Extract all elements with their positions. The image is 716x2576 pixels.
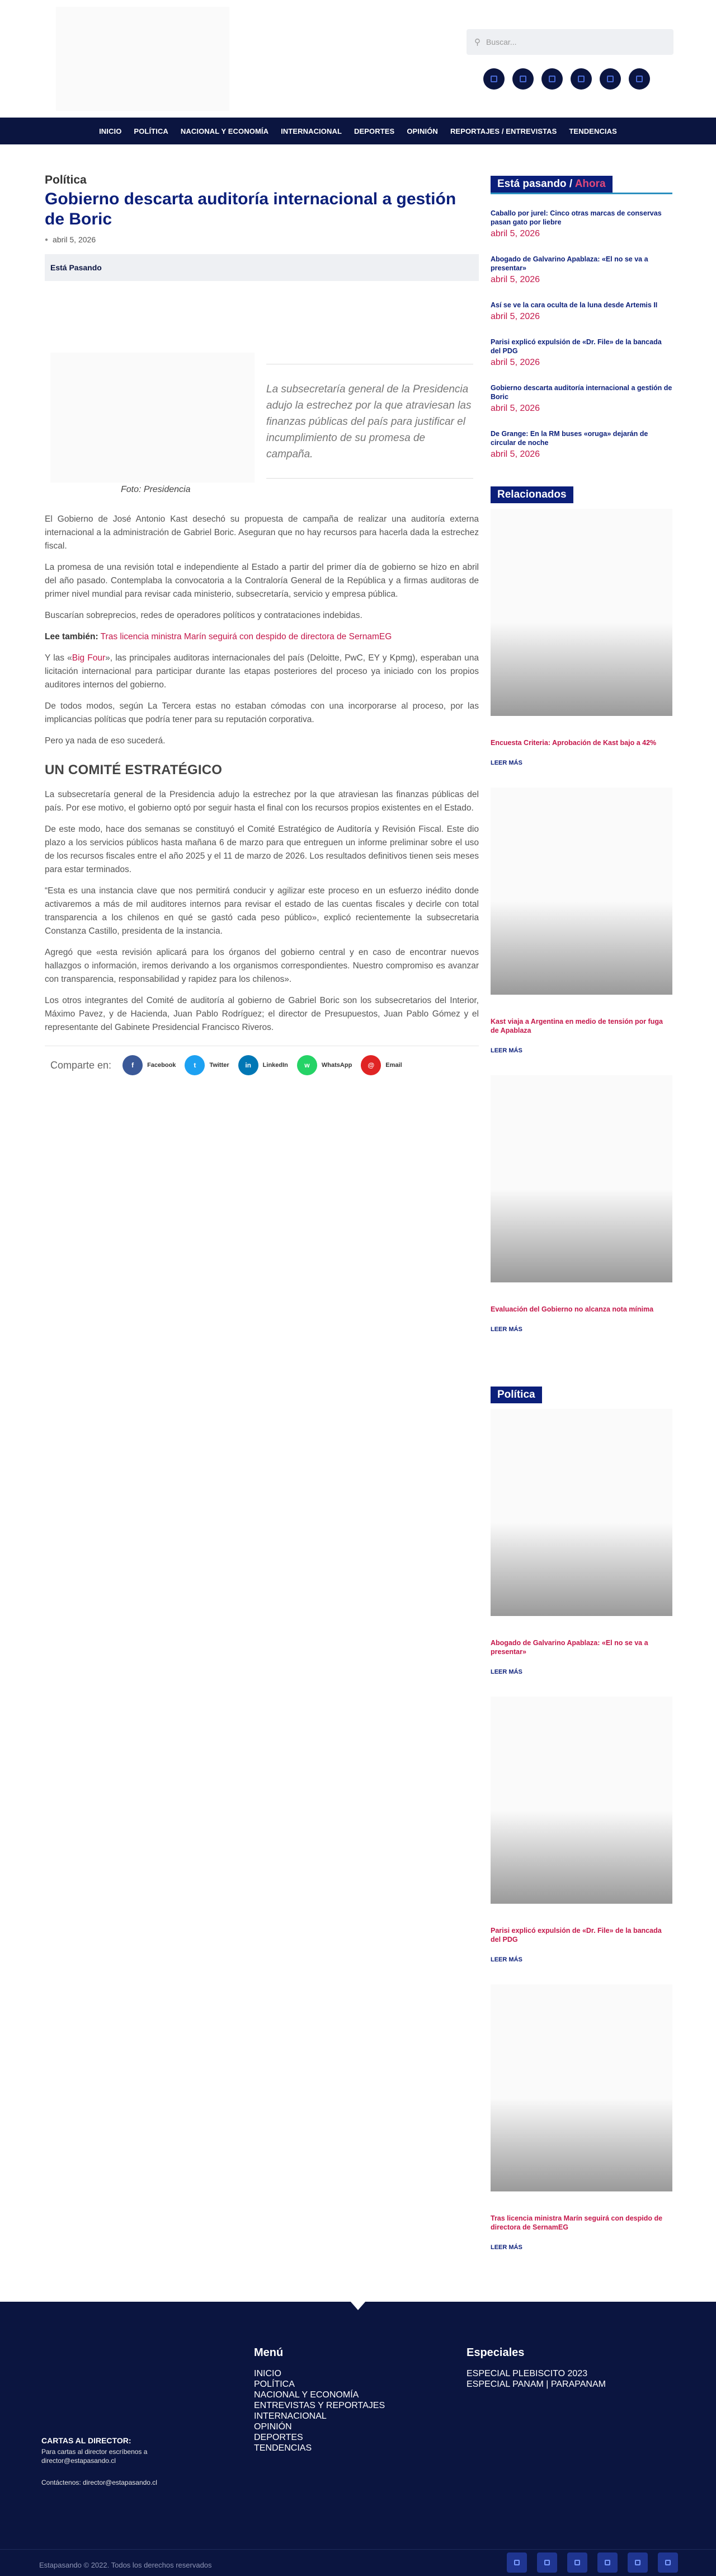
sidebar <box>491 144 672 2251</box>
card-image[interactable] <box>491 1697 672 1904</box>
footer-link-inicio[interactable]: INICIO <box>254 2369 281 2378</box>
search-icon: ⚲ <box>474 38 481 47</box>
list-item[interactable] <box>491 209 672 239</box>
list-item[interactable] <box>491 301 672 322</box>
card-title[interactable]: Parisi explicó expulsión de «Dr. File» de la bancada del PDG <box>491 1927 662 1943</box>
paragraph: La promesa de una revisión total e independiente al Estado a partir del primer día de gobierno se hizo en abril del año pasado. Contemplaba la convocatoria a la Contraloría General de la República y a firmas auditoras de primer nivel mundial para revisar cada ministerio, subsecretaría, servicio y empresa pública. <box>45 563 479 599</box>
related-section <box>491 486 672 1333</box>
article-title: Gobierno descarta auditoría internacional a gestión de Boric <box>45 190 456 228</box>
twitter-icon: t <box>185 1055 205 1075</box>
trending-title-accent: Ahora <box>574 178 606 190</box>
tiktok-icon[interactable] <box>600 68 621 90</box>
site-header <box>0 0 716 118</box>
instagram-icon[interactable] <box>567 2552 587 2573</box>
linkedin-icon[interactable] <box>658 2552 678 2573</box>
trending-title <box>491 176 613 193</box>
share-button-label: Facebook <box>147 1062 176 1069</box>
linkedin-icon[interactable] <box>629 68 650 90</box>
politica-card[interactable] <box>491 1697 672 1963</box>
footer-contact <box>41 2436 170 2486</box>
card-image[interactable] <box>491 1984 672 2191</box>
search-box[interactable] <box>467 29 673 55</box>
paragraph-text: », las principales auditoras internacionales del país (Deloitte, PwC, EY y Kpmg), esperaban una licitación internacional para participar durante las etapas posteriores del proceso ya iniciado con los propios auditores internos del gobierno. <box>45 653 479 690</box>
footer-menu-title: Menú <box>254 2346 284 2359</box>
politica-title: Política <box>491 1387 542 1403</box>
article-date: abril 5, 2026 <box>53 235 96 244</box>
article-figure <box>45 353 479 493</box>
related-title: Relacionados <box>491 486 573 503</box>
trending-item-date: abril 5, 2026 <box>491 312 540 321</box>
politica-card[interactable] <box>491 1984 672 2251</box>
trending-list <box>491 209 672 460</box>
section-heading: UN COMITÉ ESTRATÉGICO <box>45 762 223 778</box>
card-image[interactable] <box>491 788 672 995</box>
trending-item-title[interactable]: Abogado de Galvarino Apablaza: «El no se va a presentar» <box>491 255 648 272</box>
esta-pasando-bar: Está Pasando <box>45 254 479 281</box>
share-facebook-button[interactable] <box>123 1055 176 1075</box>
footer-especiales <box>467 2346 606 2390</box>
paragraph: Pero ya nada de eso sucederá. <box>45 736 166 746</box>
nav-item-politica[interactable]: POLÍTICA <box>134 127 168 135</box>
footer-link-internacional[interactable]: INTERNACIONAL <box>254 2411 327 2421</box>
paragraph: Los otros integrantes del Comité de auditoría al gobierno de Gabriel Boric son los subsecretarios del Interior, Máximo Pavez, y de Hacienda, Juan Pablo Rodríguez; el director de Presupuestos, Juan Pablo Gómez y el representante del Gabinete Presidencial Francisco Riveros. <box>45 996 479 1032</box>
share-label: Comparte en: <box>50 1059 112 1071</box>
read-more-link[interactable]: LEER MÁS <box>491 1669 522 1675</box>
list-item[interactable] <box>491 338 672 368</box>
site-footer <box>0 2302 716 2576</box>
trending-header <box>491 176 672 194</box>
politica-card[interactable] <box>491 1409 672 1675</box>
card-image[interactable] <box>491 1075 672 1282</box>
paragraph: Buscarían sobreprecios, redes de operadores políticos y contrataciones indebidas. <box>45 611 362 620</box>
share-button-label: WhatsApp <box>321 1062 352 1069</box>
politica-section <box>491 1387 672 2251</box>
image-caption: Foto: Presidencia <box>121 485 191 494</box>
list-item[interactable] <box>491 383 672 414</box>
trending-item-title[interactable]: Así se ve la cara oculta de la luna desde Artemis II <box>491 301 658 309</box>
nav-item-inicio[interactable]: INICIO <box>99 127 122 135</box>
instagram-icon[interactable] <box>541 68 563 90</box>
facebook-icon[interactable] <box>483 68 505 90</box>
cartas-text: Para cartas al director escríbenos a director@estapasando.cl <box>41 2448 148 2465</box>
article-image <box>50 353 255 483</box>
trending-item-date: abril 5, 2026 <box>491 358 540 367</box>
share-button-label: LinkedIn <box>262 1062 288 1069</box>
facebook-icon[interactable] <box>507 2552 527 2573</box>
twitter-icon[interactable] <box>512 68 534 90</box>
nav-item-nacional-economia[interactable]: NACIONAL Y ECONOMÍA <box>180 127 269 135</box>
trending-item-title[interactable]: Parisi explicó expulsión de «Dr. File» de la bancada del PDG <box>491 338 662 355</box>
trending-item-date: abril 5, 2026 <box>491 275 540 284</box>
footer-divider <box>0 2549 716 2550</box>
contact-email[interactable]: Contáctenos: director@estapasando.cl <box>41 2479 157 2486</box>
header-social-icons <box>483 68 650 90</box>
twitter-icon[interactable] <box>537 2552 557 2573</box>
nav-item-tendencias[interactable]: TENDENCIAS <box>569 127 617 135</box>
pull-quote: La subsecretaría general de la Presidencia adujo la estrechez por la que atraviesan las finanzas públicas del país para justificar el incumplimiento de su promesa de campaña. <box>266 364 473 479</box>
card-title[interactable]: Evaluación del Gobierno no alcanza nota mínima <box>491 1305 654 1313</box>
nav-item-opinion[interactable]: OPINIÓN <box>407 127 438 135</box>
paragraph: El Gobierno de José Antonio Kast desechó su propuesta de campaña de realizar una auditoría externa internacional a la administración de Gabriel Boric. Aseguran que no hay recursos para hacerla dada la estrechez fiscal. <box>45 514 479 551</box>
paragraph: De este modo, hace dos semanas se constituyó el Comité Estratégico de Auditoría y Revisión Fiscal. Este dio plazo a los servicios públicos hasta mañana 6 de marzo para que entreguen un informe preliminar sobre el uso de los recursos fiscales entre el año 2025 y el 11 de marzo de 2026. Los resultados definitivos tienen seis meses para estar terminados. <box>45 825 479 874</box>
copyright: Estapasando © 2022. Todos los derechos reservados <box>39 2561 212 2569</box>
list-item[interactable] <box>491 255 672 285</box>
trending-item-title[interactable]: De Grange: En la RM buses «oruga» dejarán de circular de noche <box>491 430 648 447</box>
read-more-link[interactable]: LEER MÁS <box>491 2244 522 2251</box>
footer-menu <box>254 2346 385 2453</box>
clock-icon: ● <box>45 236 49 243</box>
share-linkedin-button[interactable] <box>238 1055 288 1075</box>
card-title[interactable]: Kast viaja a Argentina en medio de tensión por fuga de Apablaza <box>491 1018 663 1034</box>
card-title[interactable]: Tras licencia ministra Marín seguirá con despido de directora de SernamEG <box>491 2214 663 2231</box>
youtube-icon[interactable] <box>571 68 592 90</box>
footer-link-nacional[interactable]: NACIONAL Y ECONOMÍA <box>254 2390 359 2400</box>
big-four-link[interactable]: Big Four <box>72 653 106 663</box>
share-twitter-button[interactable] <box>185 1055 229 1075</box>
read-more-link[interactable]: LEER MÁS <box>491 760 522 766</box>
share-button-label: Email <box>385 1062 402 1069</box>
read-also-link[interactable]: Tras licencia ministra Marín seguirá con despido de directora de SernamEG <box>100 632 392 641</box>
footer-arrow-icon <box>350 2301 366 2310</box>
paragraph-text: Y las « <box>45 653 72 663</box>
card-image[interactable] <box>491 509 672 716</box>
related-card[interactable] <box>491 1075 672 1333</box>
site-logo[interactable] <box>56 7 229 111</box>
youtube-icon[interactable] <box>597 2552 618 2573</box>
trending-title-text: Está pasando / <box>497 178 573 190</box>
read-also <box>45 630 479 644</box>
card-image[interactable] <box>491 1409 672 1616</box>
footer-social-icons <box>507 2552 678 2573</box>
paragraph: De todos modos, según La Tercera estas no estaban cómodas con una incorporarse al proceso, por las implicancias políticas que podría tener para su reputación corporativa. <box>45 701 479 724</box>
trending-item-date: abril 5, 2026 <box>491 449 540 459</box>
footer-link-plebiscito[interactable]: ESPECIAL PLEBISCITO 2023 <box>467 2369 588 2378</box>
card-title[interactable]: Abogado de Galvarino Apablaza: «El no se va a presentar» <box>491 1639 648 1656</box>
read-more-link[interactable]: LEER MÁS <box>491 1326 522 1333</box>
main-nav <box>0 118 716 144</box>
facebook-icon: f <box>123 1055 143 1075</box>
footer-link-deportes[interactable]: DEPORTES <box>254 2433 303 2442</box>
nav-item-deportes[interactable]: DEPORTES <box>354 127 395 135</box>
share-email-button[interactable] <box>361 1055 402 1075</box>
politica-list <box>491 1409 672 2251</box>
read-more-link[interactable]: LEER MÁS <box>491 1047 522 1054</box>
footer-link-tendencias[interactable]: TENDENCIAS <box>254 2443 312 2453</box>
related-card[interactable] <box>491 509 672 766</box>
article-body <box>45 513 479 1034</box>
trending-item-title[interactable]: Caballo por jurel: Cinco otras marcas de conservas pasan gato por liebre <box>491 209 662 226</box>
card-title[interactable]: Encuesta Criteria: Aprobación de Kast bajo a 42% <box>491 739 657 747</box>
read-more-link[interactable]: LEER MÁS <box>491 1956 522 1963</box>
email-icon: @ <box>361 1055 381 1075</box>
share-bar <box>45 1046 479 1075</box>
footer-link-politica[interactable]: POLÍTICA <box>254 2380 295 2389</box>
footer-link-entrevistas[interactable]: ENTREVISTAS Y REPORTAJES <box>254 2401 385 2410</box>
article-category[interactable]: Política <box>45 174 87 186</box>
tiktok-icon[interactable] <box>628 2552 648 2573</box>
footer-especiales-title: Especiales <box>467 2346 525 2359</box>
related-card[interactable] <box>491 788 672 1054</box>
linkedin-icon: in <box>238 1055 258 1075</box>
list-item[interactable] <box>491 429 672 460</box>
trending-item-date: abril 5, 2026 <box>491 404 540 413</box>
paragraph: La subsecretaría general de la Presidencia adujo la estrechez por la que atraviesan las finanzas públicas del país. Por ese motivo, el gobierno optó por seguir hasta el final con los recursos propios existentes en el Estado. <box>45 790 479 813</box>
nav-item-internacional[interactable]: INTERNACIONAL <box>281 127 342 135</box>
footer-link-opinion[interactable]: OPINIÓN <box>254 2422 292 2432</box>
paragraph <box>45 652 479 692</box>
paragraph: “Esta es una instancia clave que nos permitirá conducir y agilizar este proceso en un esfuerzo inédito donde activaremos a más de mil auditores internos para revisar el estado de las cuentas fiscales y decirle con total transparencia a los chilenos en qué se gastó cada peso público», explicó recientemente la subsecretaria Constanza Castillo, presidenta de la instancia. <box>45 886 479 936</box>
article <box>45 144 479 1075</box>
trending-item-date: abril 5, 2026 <box>491 229 540 238</box>
read-also-label: Lee también: <box>45 632 98 641</box>
cartas-title: CARTAS AL DIRECTOR: <box>41 2436 131 2445</box>
footer-link-panam[interactable]: ESPECIAL PANAM | PARAPANAM <box>467 2380 606 2389</box>
search-input[interactable] <box>486 38 654 46</box>
whatsapp-icon: w <box>297 1055 317 1075</box>
share-button-label: Twitter <box>209 1062 229 1069</box>
related-list <box>491 509 672 1333</box>
article-meta <box>45 235 479 244</box>
page-content <box>0 144 716 2302</box>
nav-item-reportajes[interactable]: REPORTAJES / ENTREVISTAS <box>450 127 557 135</box>
paragraph: Agregó que «esta revisión aplicará para los órganos del gobierno central y en caso de encontrar nuevos hallazgos o información, iremos derivando a los organismos correspondientes. Nuestro compromiso es avanzar con transparencia, responsabilidad y rapidez para los chilenos». <box>45 948 479 984</box>
share-whatsapp-button[interactable] <box>297 1055 352 1075</box>
trending-item-title[interactable]: Gobierno descarta auditoría internacional a gestión de Boric <box>491 384 672 401</box>
